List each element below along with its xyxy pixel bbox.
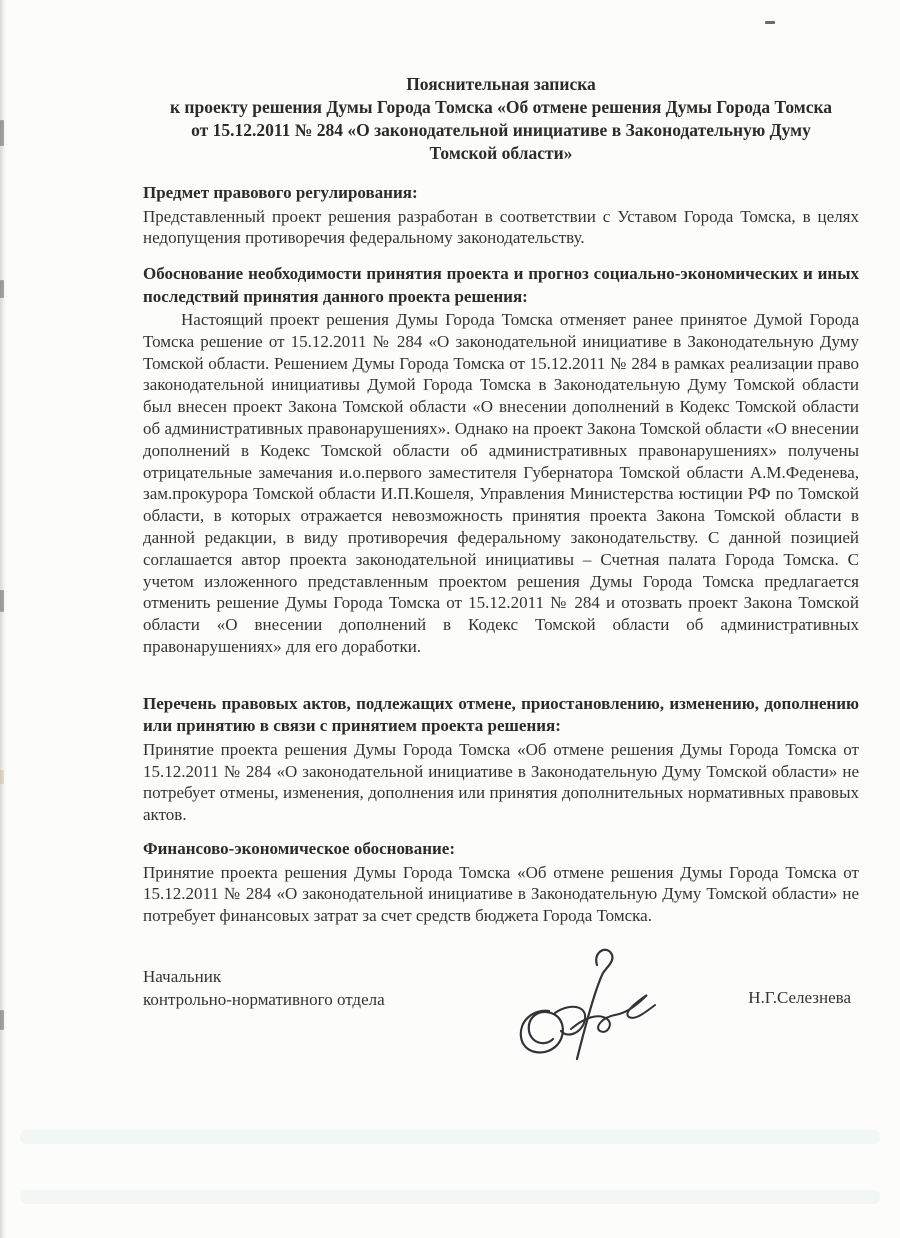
signer-position-line: Начальник — [143, 966, 222, 986]
signer-position-line: контрольно-нормативного отдела — [143, 989, 385, 1009]
title-line: от 15.12.2011 № 284 «О законодательной инициативе в Законодательную Думу — [191, 120, 811, 140]
signer-name: Н.Г.Селезнева — [748, 987, 851, 1007]
scan-faint-band — [20, 1190, 880, 1204]
section-heading: Обоснование необходимости принятия проекта и прогноз социально-экономических и иных последствий принятия данного проекта решения: — [143, 264, 859, 306]
section-financial — [143, 838, 859, 927]
section-acts-list — [143, 693, 859, 826]
section-body: Настоящий проект решения Думы Города Томска отменяет ранее принятое Думой Города Томска решение от 15.12.2011 № 284 «О законодательной инициативе в Законодательную Думу Томской области. Решением Думы Города Томска от 15.12.2011 № 284 в рамках реализации право законодательной инициативы Думой Города Томска в Законодательную Думу Томской области был внесен проект Закона Томской области «О внесении дополнений в Кодекс Томской области об административных правонарушениях». Однако на проект Закона Томской области «О внесении дополнений в Кодекс Томской области об административных правонарушениях» получены отрицательные замечания и.о.первого заместителя Губернатора Томской области А.М.Феденева, зам.прокурора Томской области И.П.Кошеля, Управления Министерства юстиции РФ по Томской области, в которых отражается невозможность принятия проекта Закона Томской области в данной редакции, в виду противоречия федеральному законодательству. С данной позицией соглашается автор проекта законодательной инициативы – Счетная палата Города Томска. С учетом изложенного представленным проектом решения Думы Города Томска предлагается отменить решение Думы Города Томска от 15.12.2011 № 284 и отозвать проект Закона Томской области «О внесении дополнений в Кодекс Томской области об административных правонарушениях» для его доработки. — [143, 310, 859, 657]
document-title — [143, 73, 859, 165]
section-body: Принятие проекта решения Думы Города Томска «Об отмене решения Думы Города Томска от 15.12.2011 № 284 «О законодательной инициативе в Законодательную Думу Томской области» не потребует финансовых затрат за счет средств бюджета Города Томска. — [143, 862, 859, 926]
title-line: Томской области» — [429, 143, 573, 163]
signer-position — [143, 965, 473, 1011]
signature-block — [143, 965, 859, 1085]
section-body: Принятие проекта решения Думы Города Томска «Об отмене решения Думы Города Томска от 15.12.2011 № 284 «О законодательной инициативе в Законодательную Думу Томской области» не потребует отмены, изменения, дополнения или принятия дополнительных нормативных правовых актов. — [143, 739, 859, 825]
scan-speck — [0, 590, 4, 612]
scan-speck — [0, 120, 4, 146]
section-heading: Финансово-экономическое обоснование: — [143, 839, 456, 859]
document-content — [143, 0, 859, 1085]
scan-speck — [0, 770, 4, 784]
handwritten-signature-icon — [511, 943, 661, 1063]
title-line: Пояснительная записка — [406, 74, 596, 94]
title-line: к проекту решения Думы Города Томска «Об отмене решения Думы Города Томска — [169, 97, 833, 117]
scan-speck — [0, 280, 4, 298]
section-body: Представленный проект решения разработан в соответствии с Уставом Города Томска, в целях недопущения противоречия федеральному законодательству. — [143, 206, 859, 248]
section-subject — [143, 182, 859, 249]
scan-edge-shadow — [0, 0, 7, 1238]
section-heading: Перечень правовых актов, подлежащих отмене, приостановлению, изменению, дополнению или принятию в связи с принятием проекта решения: — [143, 693, 859, 736]
section-heading: Предмет правового регулирования: — [143, 183, 418, 202]
scan-speck — [0, 1010, 4, 1030]
section-justification — [143, 263, 859, 658]
scan-faint-band — [20, 1130, 880, 1144]
